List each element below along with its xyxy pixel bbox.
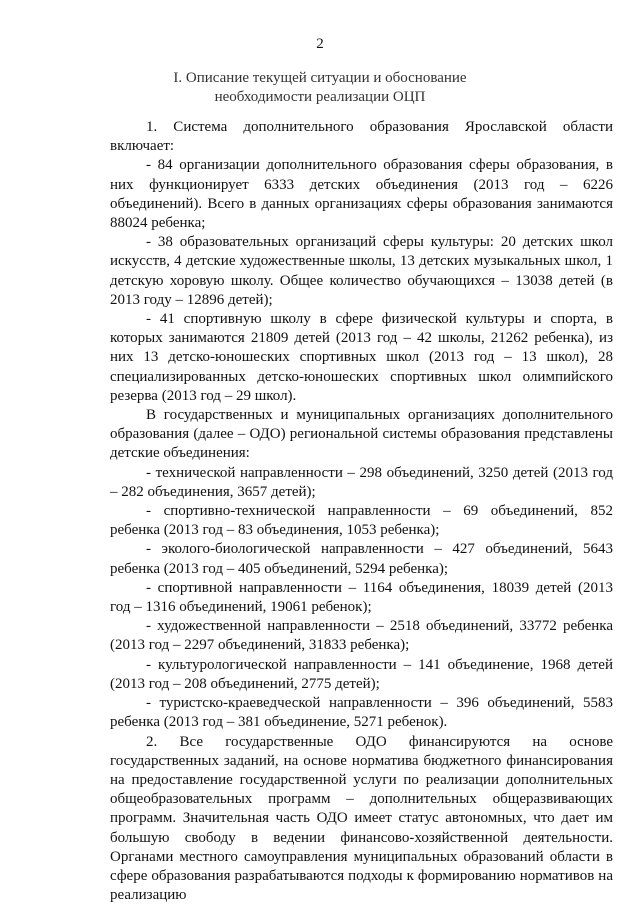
paragraph-arts: - художественной направленности – 2518 объединений, 33772 ребенка (2013 год – 2297 объединений, 31833 ребенка); [110, 618, 613, 654]
paragraph-eco-bio: - эколого-биологической направленности – 427 объединений, 5643 ребенка (2013 год – 405 объединений, 5294 ребенка); [110, 541, 613, 577]
page-number: 2 [316, 36, 324, 52]
paragraph-odo-intro: В государственных и муниципальных организациях дополнительного образования (далее – ОДО) региональной системы образования представлены детские объединения: [110, 407, 613, 462]
paragraph-sports: - спортивной направленности – 1164 объединения, 18039 детей (2013 год – 1316 объединений, 19061 ребенок); [110, 579, 613, 616]
paragraph-culture-sphere: - 38 образовательных организаций сферы культуры: 20 детских школ искусств, 4 детские художественные школы, 13 детских музыкальных школ, 1 детскую хоровую школу. Общее количество обучающихся – 13038 детей (в 2013 году – 12896 детей); [110, 234, 613, 308]
paragraph-sport-technical: - спортивно-технической направленности – 69 объединений, 852 ребенка (2013 год – 83 объединения, 1053 ребенка); [110, 503, 613, 539]
paragraph-financing: 2. Все государственные ОДО финансируются на основе государственных заданий, на основе норматива бюджетного финансирования на предоставление государственной услуги по реализации дополнительных общеобразовательных программ – дополнительных общеразвивающих программ. Значительная часть ОДО имеет статус автономных, что дает им большую свободу в ведении финансово-хозяйственной деятельности. Органами местного самоуправления муниципальных образований области в сфере образования разрабатываются подходы к формированию нормативов на реализацию [110, 733, 613, 904]
section-heading [0, 69, 640, 107]
heading-line-1: I. Описание текущей ситуации и обоснование [173, 70, 467, 86]
paragraph-technical: - технической направленности – 298 объединений, 3250 детей (2013 год – 282 объединения, 3657 детей); [110, 464, 613, 500]
heading-line-2: необходимости реализации ОЦП [214, 89, 426, 105]
paragraph-system-intro: 1. Система дополнительного образования Ярославской области включает: [110, 119, 613, 155]
paragraph-tourism: - туристско-краеведческой направленности – 396 объединений, 5583 ребенка (2013 год – 381 объединение, 5271 ребенок). [110, 695, 613, 731]
paragraph-sports-schools: - 41 спортивную школу в сфере физической культуры и спорта, в которых занимаются 21809 детей (2013 год – 42 школы, 21262 ребенка), из них 13 детско-юношеских спортивных школ (2013 год – 13 школ), 28 специализированных детско-юношеских спортивных школ олимпийского резерва (2013 год – 29 школ). [110, 311, 613, 404]
document-body [110, 118, 613, 905]
paragraph-cultural: - культурологической направленности – 141 объединение, 1968 детей (2013 год – 208 объединений, 2775 детей); [110, 656, 613, 692]
paragraph-education-sphere: - 84 организации дополнительного образования сферы образования, в них функционирует 6333 детских объединения (2013 год – 6226 объединений). Всего в данных организациях сферы образования занимаются 88024 ребенка; [110, 157, 613, 232]
